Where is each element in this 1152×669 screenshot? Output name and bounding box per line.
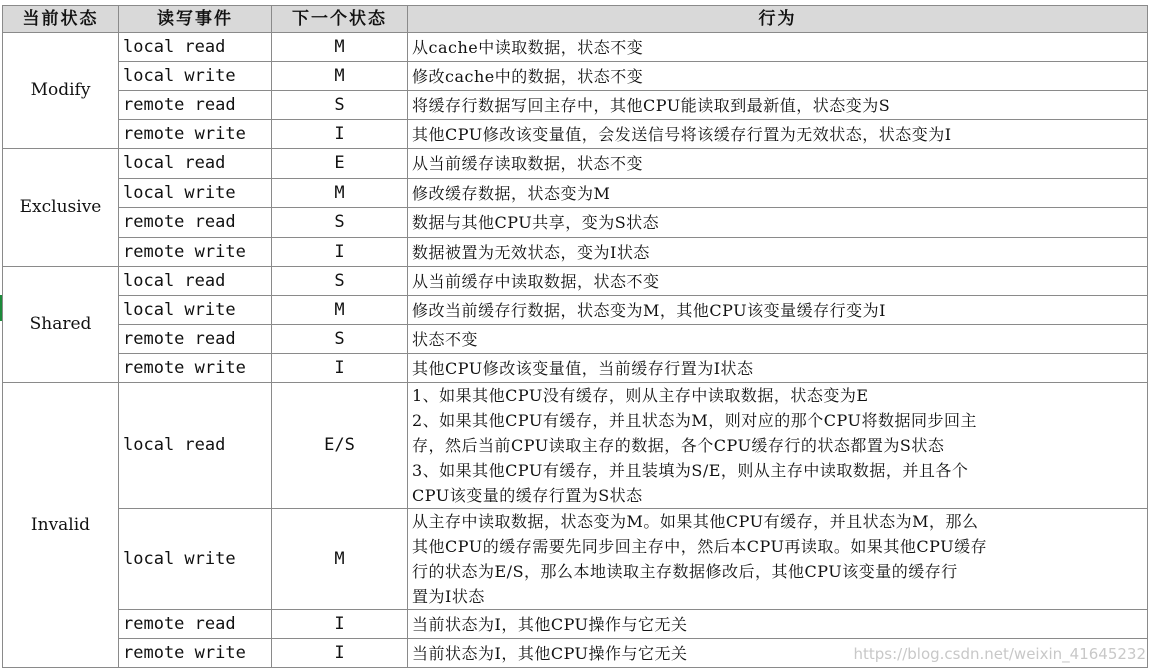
table-row: [3, 33, 1148, 62]
behavior-line: 存，然后当前CPU读取主存的数据，各个CPU缓存行的状态都置为S状态: [412, 436, 945, 455]
behavior-cell: [408, 383, 1148, 509]
watermark: https://blog.csdn.net/weixin_41645232: [853, 645, 1146, 663]
behavior-line: 修改cache中的数据，状态不变: [412, 66, 644, 86]
behavior-cell: [408, 354, 1148, 383]
behavior-cell: [408, 509, 1148, 610]
next-state-cell: M: [272, 179, 408, 208]
header-current-state: 当前状态: [3, 6, 119, 33]
next-state-cell: E: [272, 149, 408, 179]
event-cell: local write: [119, 62, 272, 91]
table-row: [3, 296, 1148, 325]
mesi-state-table: [2, 5, 1148, 668]
next-state-cell: I: [272, 120, 408, 149]
table-row: [3, 120, 1148, 149]
table-row: [3, 62, 1148, 91]
behavior-cell: [408, 267, 1148, 296]
next-state-cell: I: [272, 238, 408, 267]
behavior-line: 当前状态为I，其他CPU操作与它无关: [412, 643, 688, 663]
behavior-line: 其他CPU修改该变量值，会发送信号将该缓存行置为无效状态，状态变为I: [412, 124, 952, 144]
table-row: [3, 354, 1148, 383]
next-state-cell: M: [272, 62, 408, 91]
next-state-cell: M: [272, 509, 408, 610]
behavior-line: CPU该变量的缓存行置为S状态: [412, 486, 643, 505]
behavior-line: 行的状态为E/S，那么本地读取主存数据修改后，其他CPU该变量的缓存行: [412, 562, 958, 581]
table-row: [3, 610, 1148, 639]
next-state-cell: S: [272, 91, 408, 120]
current-state-cell: Invalid: [3, 383, 119, 668]
behavior-line: 从当前缓存读取数据，状态不变: [412, 154, 644, 173]
behavior-line: 数据与其他CPU共享，变为S状态: [412, 213, 660, 232]
next-state-cell: I: [272, 354, 408, 383]
event-cell: local read: [119, 149, 272, 179]
behavior-cell: [408, 91, 1148, 120]
table-row: [3, 179, 1148, 208]
header-event: 读写事件: [119, 6, 272, 33]
next-state-cell: I: [272, 610, 408, 639]
event-cell: local write: [119, 179, 272, 208]
table-row: [3, 238, 1148, 267]
behavior-cell: [408, 33, 1148, 62]
event-cell: remote read: [119, 91, 272, 120]
table-row: [3, 267, 1148, 296]
behavior-line: 修改当前缓存行数据，状态变为M，其他CPU该变量缓存行变为I: [412, 300, 886, 320]
behavior-cell: [408, 149, 1148, 179]
event-cell: local write: [119, 509, 272, 610]
header-row: [3, 6, 1148, 33]
behavior-cell: [408, 62, 1148, 91]
next-state-cell: S: [272, 208, 408, 238]
table-row: [3, 325, 1148, 354]
event-cell: remote read: [119, 325, 272, 354]
behavior-line: 从当前缓存中读取数据，状态不变: [412, 271, 660, 291]
behavior-line: 2、如果其他CPU有缓存，并且状态为M，则对应的那个CPU将数据同步回主: [412, 411, 977, 430]
behavior-cell: [408, 238, 1148, 267]
current-state-cell: Modify: [3, 33, 119, 149]
table-row: [3, 149, 1148, 179]
behavior-cell: [408, 610, 1148, 639]
current-state-cell: Shared: [3, 267, 119, 383]
next-state-cell: M: [272, 33, 408, 62]
behavior-line: 修改缓存数据，状态变为M: [412, 183, 611, 203]
header-behavior: 行为: [408, 6, 1148, 33]
behavior-line: 1、如果其他CPU没有缓存，则从主存中读取数据，状态变为E: [412, 386, 869, 405]
behavior-cell: [408, 325, 1148, 354]
behavior-line: 将缓存行数据写回主存中，其他CPU能读取到最新值，状态变为S: [412, 95, 891, 115]
next-state-cell: S: [272, 267, 408, 296]
table-row: [3, 208, 1148, 238]
current-state-cell: Exclusive: [3, 149, 119, 267]
event-cell: local read: [119, 383, 272, 509]
event-cell: local read: [119, 267, 272, 296]
behavior-line: 当前状态为I，其他CPU操作与它无关: [412, 614, 688, 634]
event-cell: local read: [119, 33, 272, 62]
behavior-line: 其他CPU的缓存需要先同步回主存中，然后本CPU再读取。如果其他CPU缓存: [412, 537, 988, 556]
next-state-cell: E/S: [272, 383, 408, 509]
event-cell: remote read: [119, 610, 272, 639]
table-row: [3, 91, 1148, 120]
behavior-line: 从cache中读取数据，状态不变: [412, 37, 644, 57]
next-state-cell: I: [272, 639, 408, 668]
behavior-cell: [408, 208, 1148, 238]
behavior-line: 置为I状态: [412, 587, 485, 606]
behavior-line: 3、如果其他CPU有缓存，并且装填为S/E，则从主存中读取数据，并且各个: [412, 461, 969, 480]
event-cell: remote read: [119, 208, 272, 238]
behavior-line: 其他CPU修改该变量值，当前缓存行置为I状态: [412, 358, 754, 378]
event-cell: remote write: [119, 354, 272, 383]
event-cell: remote write: [119, 120, 272, 149]
behavior-cell: [408, 120, 1148, 149]
table-row: [3, 383, 1148, 509]
behavior-line: 从主存中读取数据，状态变为M。如果其他CPU有缓存，并且状态为M，那么: [412, 512, 979, 531]
next-state-cell: M: [272, 296, 408, 325]
behavior-cell: [408, 296, 1148, 325]
table-row: [3, 509, 1148, 610]
event-cell: local write: [119, 296, 272, 325]
behavior-cell: [408, 179, 1148, 208]
next-state-cell: S: [272, 325, 408, 354]
header-next-state: 下一个状态: [272, 6, 408, 33]
event-cell: remote write: [119, 238, 272, 267]
table-body: [3, 33, 1148, 668]
behavior-line: 数据被置为无效状态，变为I状态: [412, 242, 650, 262]
behavior-line: 状态不变: [412, 329, 479, 349]
event-cell: remote write: [119, 639, 272, 668]
